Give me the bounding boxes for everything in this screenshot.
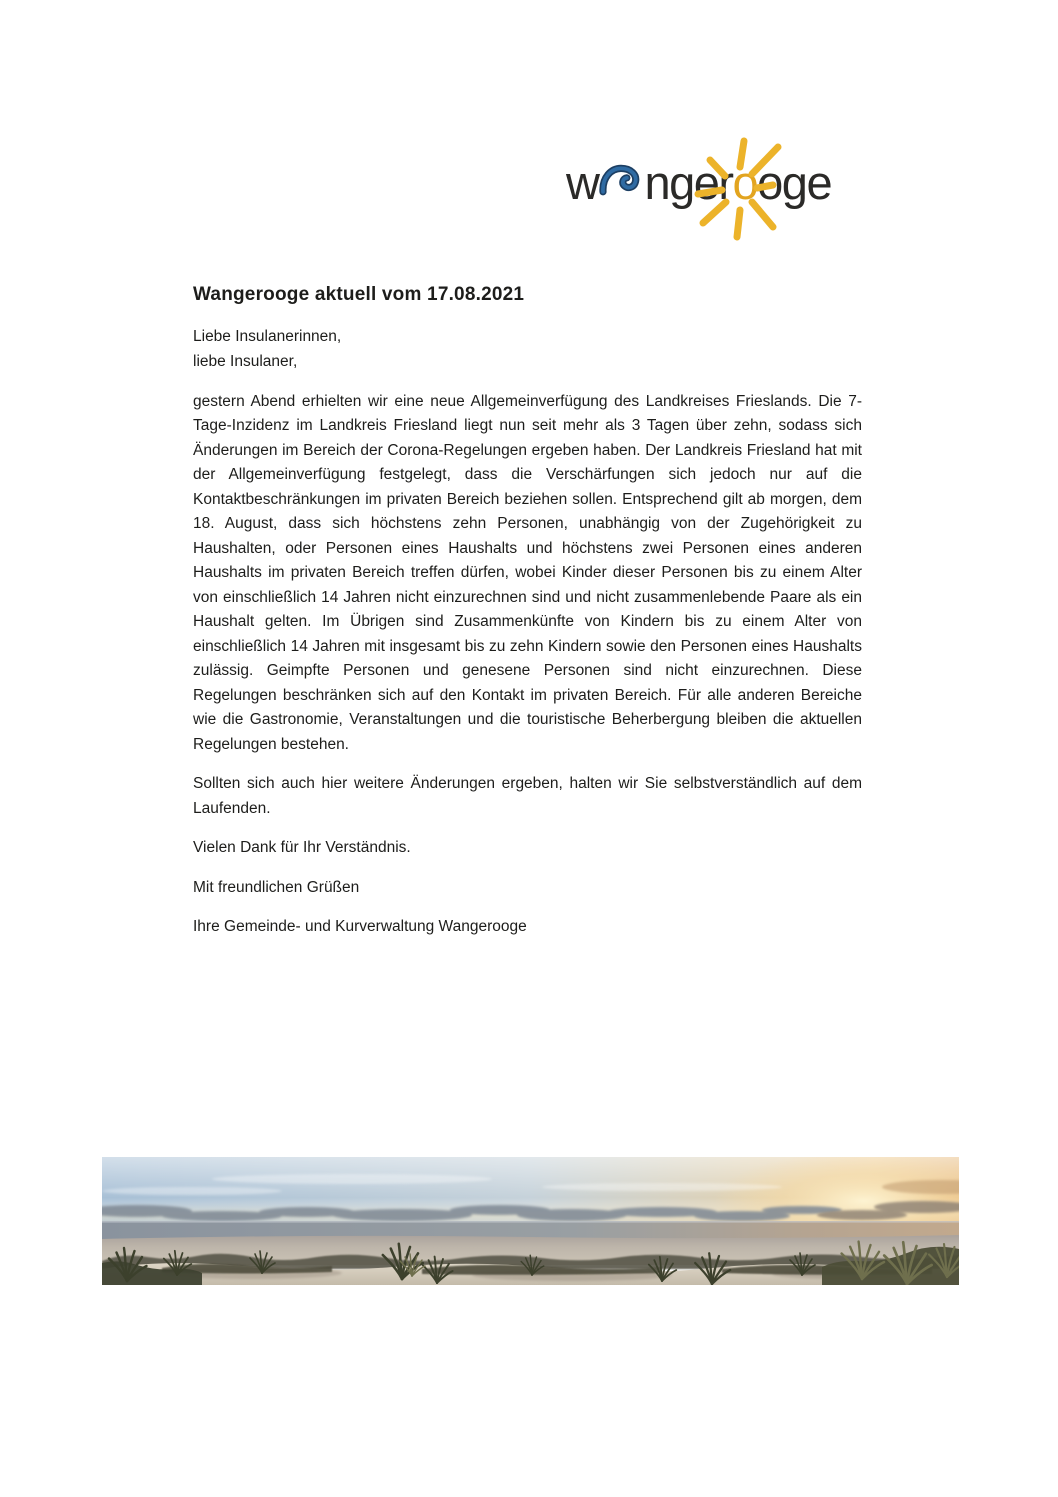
logo-sun-letter: o xyxy=(732,156,758,209)
logo-text-oge: oge xyxy=(757,156,832,209)
letter-body xyxy=(193,283,862,955)
wave-icon xyxy=(599,163,643,199)
closing-greeting: Mit freundlichen Grüßen xyxy=(193,878,360,896)
salutation xyxy=(193,324,862,375)
paragraph-regulations: gestern Abend erhielten wir eine neue Allgemeinverfügung des Landkreises Frieslands. Die 7-Tage-Inzidenz im Landkreis Friesland liegt nun seit mehr als 3 Tagen über zehn, sodass sich Änderungen im Bereich der Corona-Regelungen ergeben haben. Der Landkreis Friesland hat mit der Allgemeinverfügung festgelegt, dass die Verschärfungen sich jedoch nur auf die Kontaktbeschränkungen im privaten Bereich beziehen sollen. Entsprechend gilt ab morgen, dem 18. August, dass sich höchstens zehn Personen, unabhängig von der Zugehörigkeit zu Haushalten, oder Personen eines Haushalts und höchstens zwei Personen eines anderen Haushalts im privaten Bereich treffen dürfen, wobei Kinder dieser Personen bis zu einem Alter von einschließlich 14 Jahren nicht einzurechnen sind und nicht zusammenlebende Paare als ein Haushalt gelten. Im Übrigen sind Zusammenkünfte von Kindern bis zu einem Alter von einschließlich 14 Jahren mit insgesamt bis zu zehn Kindern sowie den Personen eines Haushalts zulässig. Geimpfte Personen und genesene Personen sind nicht einzurechnen. Diese Regelungen beschränken sich auf den Kontakt im privaten Bereich. Für alle anderen Bereiche wie die Gastronomie, Veranstaltungen und die touristische Beherbergung bleiben die aktuellen Regelungen bestehen. xyxy=(193,392,862,753)
logo-text-nger: nger xyxy=(644,156,733,209)
beach-panorama-photo xyxy=(102,1157,959,1285)
paragraph-updates: Sollten sich auch hier weitere Änderungen ergeben, halten wir Sie selbstverständlich auf dem Laufenden. xyxy=(193,775,862,817)
wangerooge-logo xyxy=(566,156,831,210)
signature-line: Ihre Gemeinde- und Kurverwaltung Wangerooge xyxy=(193,918,527,935)
paragraph-thanks: Vielen Dank für Ihr Verständnis. xyxy=(193,839,411,856)
logo-text-w: w xyxy=(566,156,599,209)
salutation-line-1: Liebe Insulanerinnen, xyxy=(193,327,342,345)
salutation-line-2: liebe Insulaner, xyxy=(193,353,298,370)
letter-title: Wangerooge aktuell vom 17.08.2021 xyxy=(193,284,525,305)
